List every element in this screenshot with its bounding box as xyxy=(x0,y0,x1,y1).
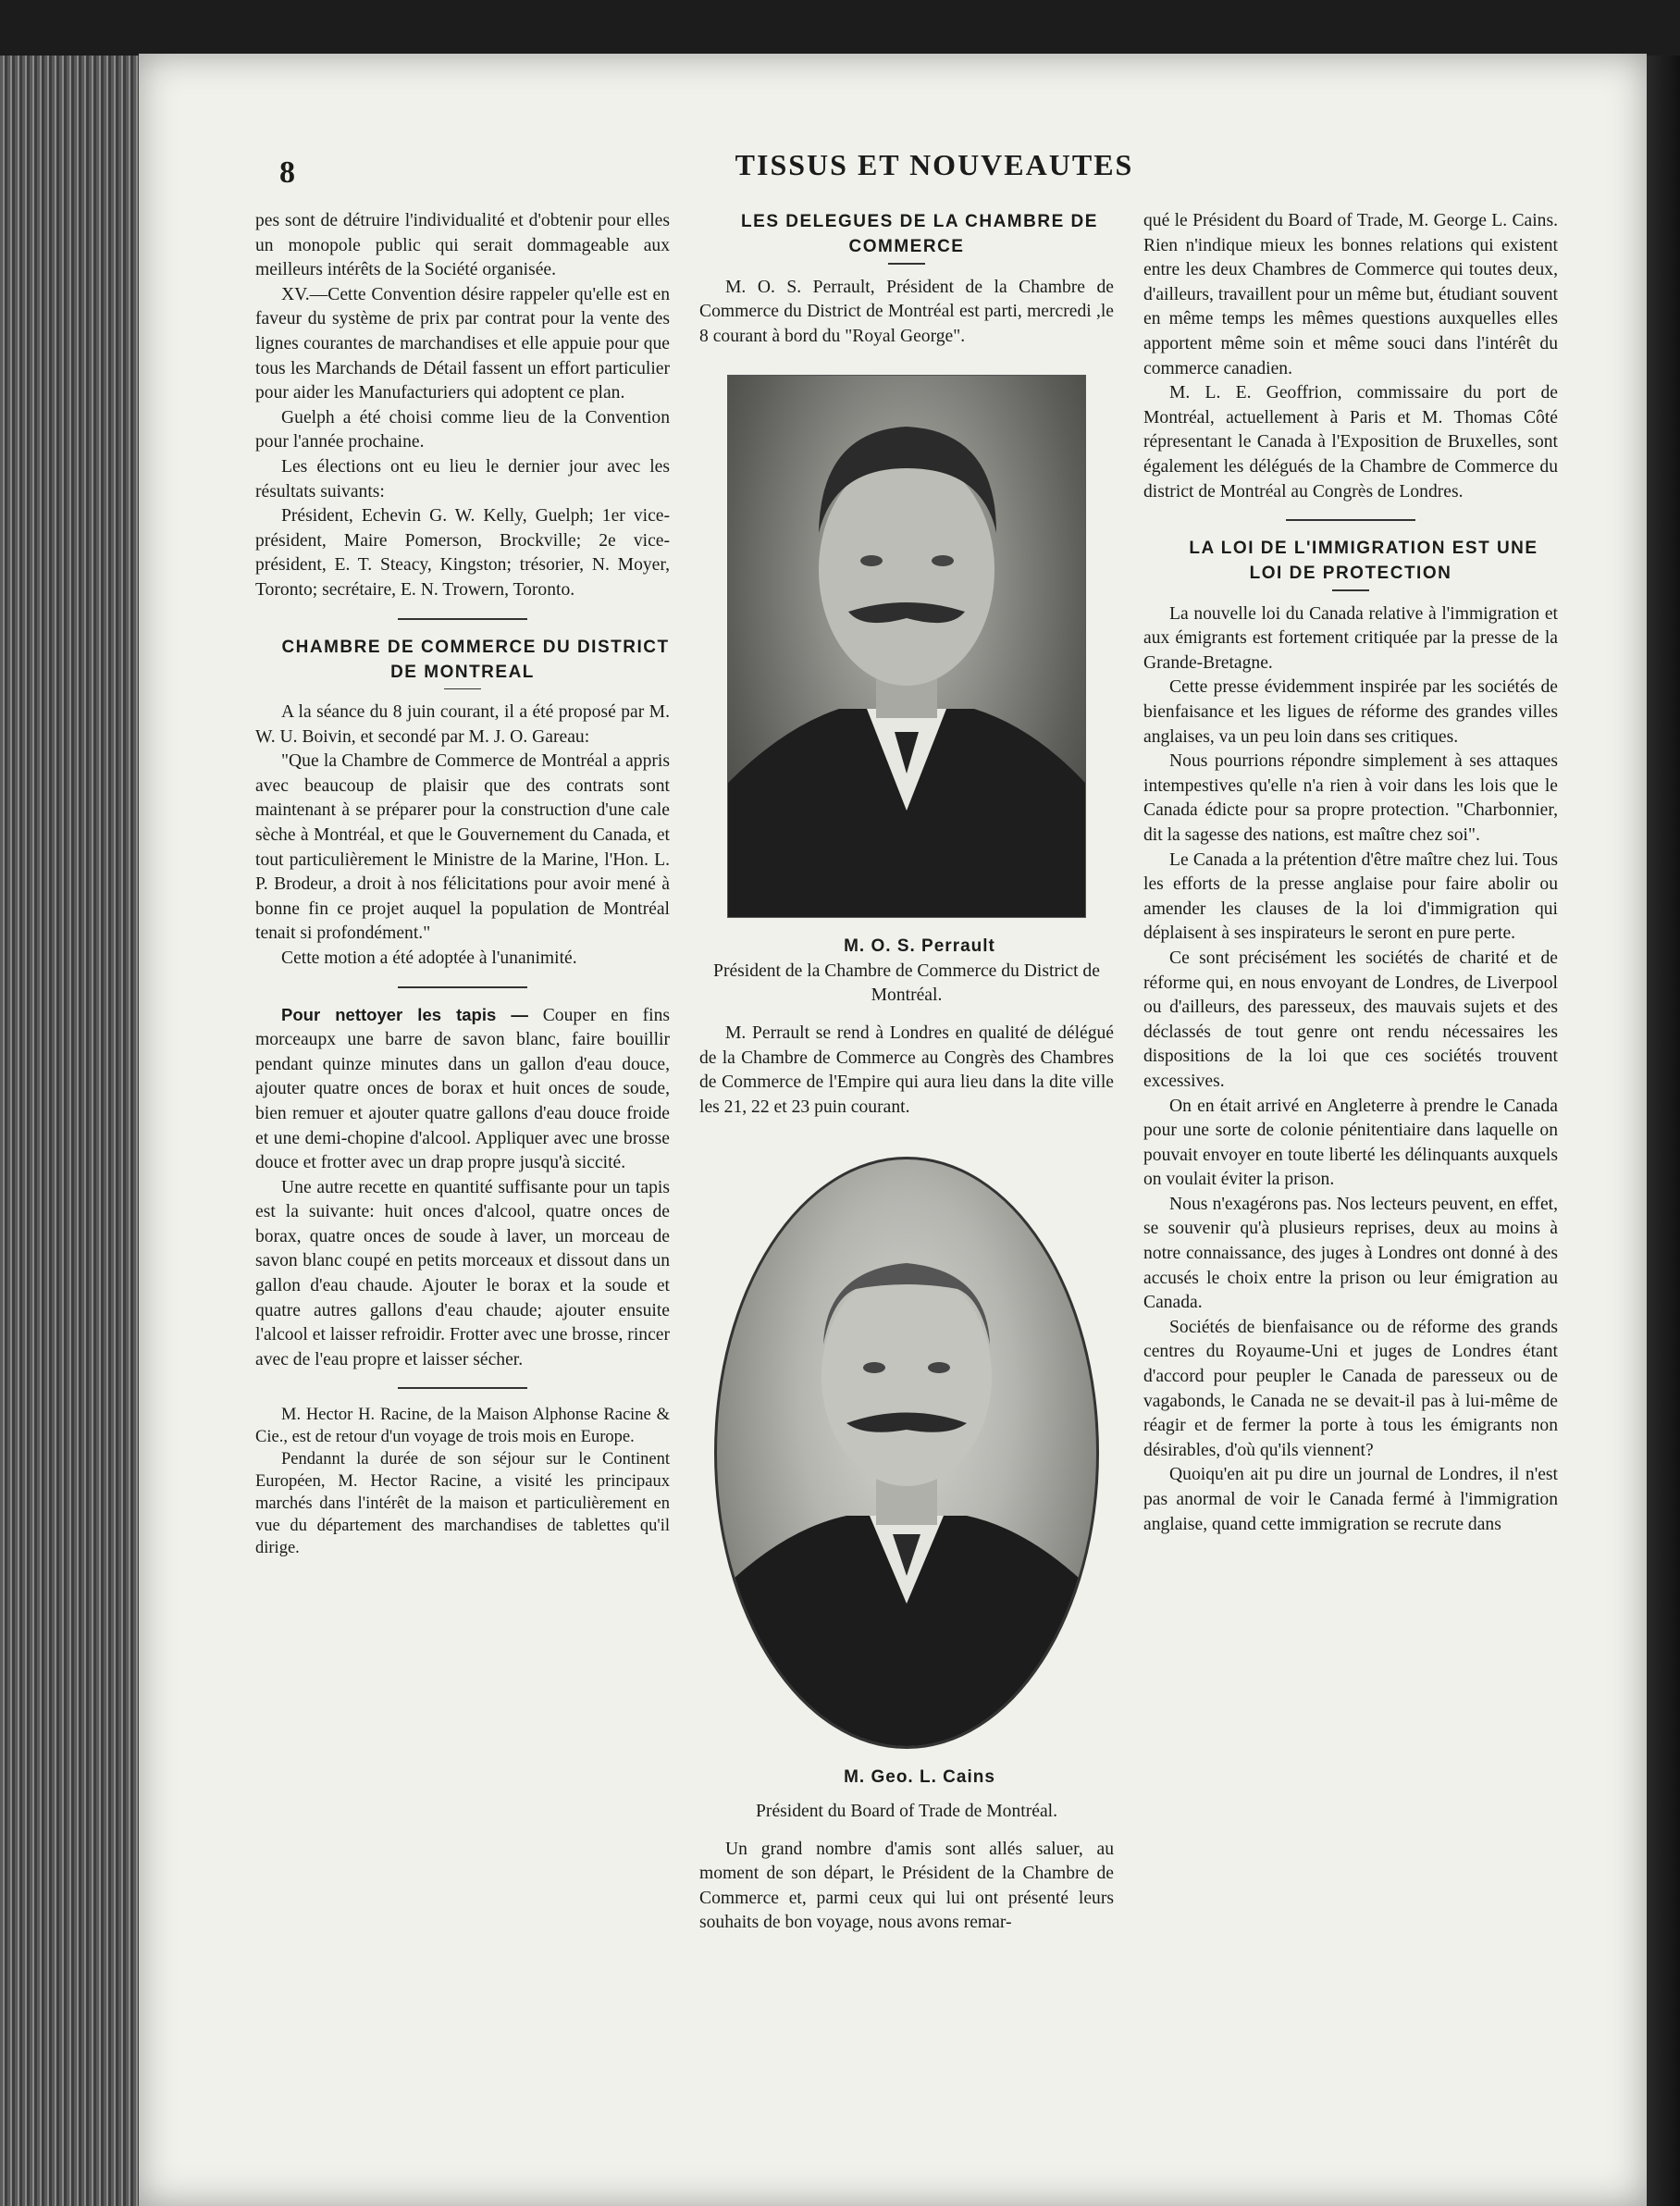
paragraph: Ce sont précisément les sociétés de charité et de réforme qui, en nous envoyant de Londres, de Liverpool ou d'ailleurs, des paresseux, des mauvais sujets et des déclassés de tout genre ont rendu nécessaires les dispositions de la loi que ces sociétés trouvent excessives. xyxy=(1143,948,1558,1091)
column-2 xyxy=(699,209,1114,1936)
divider xyxy=(398,1387,527,1389)
paragraph: A la séance du 8 juin courant, il a été proposé par M. W. U. Boivin, et secondé par M. J. O. Gareau: xyxy=(255,702,670,747)
photo-caption-name: M. O. S. Perrault xyxy=(844,936,995,957)
paragraph-text: Couper en fins morceaupx une barre de savon blanc, faire bouillir pendant quinze minutes dans un gallon d'eau douce, ajouter quatre onces de borax et huit onces de soude, bien remuer et ajouter quatre gallons d'eau douce froide et une demi-chopine d'alcool. Appliquer avec une brosse douce et frotter avec un drap propre jusqu'à siccité. xyxy=(255,1005,670,1173)
page-edge-right xyxy=(1647,56,1680,2206)
book-edge xyxy=(0,56,139,2206)
paragraph: La nouvelle loi du Canada relative à l'immigration et aux émigrants est fortement critiquée par la presse de la Grande-Bretagne. xyxy=(1143,603,1558,673)
divider xyxy=(444,688,481,690)
photo-caption-text: Président de la Chambre de Commerce du District de Montréal. xyxy=(713,960,1100,1006)
paragraph: M. L. E. Geoffrion, commissaire du port de Montréal, actuellement à Paris et M. Thomas Côté répresentant le Canada à l'Exposition de Bruxelles, sont également les délégués de la Chambre de Commerce du district de Montréal au Congrès de Londres. xyxy=(1143,383,1558,502)
portrait-photo-cains xyxy=(714,1157,1099,1749)
paragraph: Sociétés de bienfaisance ou de réforme des grands centres du Royaume-Uni et juges de Londres étant d'accord pour peupler le Canada de paresseux ou de vagabonds, le Canada ne se devait-il pas à lui-même de réagir et de fermer la porte à tous les émigrants non désirables, d'où qu'ils viennent? xyxy=(1143,1317,1558,1460)
paragraph: Guelph a été choisi comme lieu de la Convention pour l'année prochaine. xyxy=(255,407,670,452)
page-title: TISSUS ET NOUVEAUTES xyxy=(735,148,1134,181)
paragraph: Pendannt la durée de son séjour sur le Continent Européen, M. Hector Racine, a visité les principaux marchés dans l'intérêt de la maison et particulièrement en vue du département des marchandises de tablettes qu'il dirige. xyxy=(255,1450,670,1558)
paragraph: pes sont de détruire l'individualité et d'obtenir pour elles un monopole public qui serait dommageable aux meilleurs intérêts de la Société organisée. xyxy=(255,211,670,280)
paragraph: qué le Président du Board of Trade, M. George L. Cains. Rien n'indique mieux les bonnes relations qui existent entre les deux Chambres de Commerce qui toutes deux, d'ailleurs, travaillent pour un même but, étudiant souvent en même temps les mêmes questions auxquelles elles apportent même soin et même souci dans l'intérêt du commerce canadien. xyxy=(1143,211,1558,378)
paragraph xyxy=(255,1003,670,1176)
paragraph: "Que la Chambre de Commerce de Montréal a appris avec beaucoup de plaisir que des contrats sont maintenant à se préparer pour la construction d'une cale sèche à Montréal, et que le Gouvernement du Canada, et tout particulièrement le Ministre de la Marine, l'Hon. L. P. Brodeur, a droit à nos félicitations pour avoir mené à bonne fin ce projet auquel la population de Montréal tenait si profondément." xyxy=(255,751,670,944)
portrait-illustration xyxy=(728,376,1085,917)
paragraph: Les élections ont eu lieu le dernier jour avec les résultats suivants: xyxy=(255,456,670,502)
paragraph: Président, Echevin G. W. Kelly, Guelph; 1er vice-président, Maire Pomerson, Brockville; 2e vice-président, E. T. Steacy, Kingston; trésorier, N. Moyer, Toronto; secrétaire, E. N. Trowern, Toronto. xyxy=(255,506,670,600)
paragraph: Nous pourrions répondre simplement à ses attaques intempestives qu'elle n'a rien à voir dans les lois que le Canada édicte pour sa propre protection. "Charbonnier, dit la sagesse des nations, est maître chez soi". xyxy=(1143,751,1558,845)
photo-caption-name: M. Geo. L. Cains xyxy=(844,1767,995,1788)
paragraph: Cette motion a été adoptée à l'unanimité. xyxy=(281,948,577,968)
portrait-illustration xyxy=(717,1159,1096,1746)
column-1 xyxy=(255,209,670,1559)
run-in-heading: Pour nettoyer les tapis — xyxy=(281,1004,528,1024)
paragraph: M. O. S. Perrault, Président de la Chambre de Commerce du District de Montréal est parti, mercredi ,le 8 courant à bord du "Royal George". xyxy=(699,277,1114,346)
paragraph: Un grand nombre d'amis sont allés saluer, au moment de son départ, le Président de la Chambre de Commerce et, parmi ceux qui lui ont présenté leurs souhaits de bon voyage, nous avons remar- xyxy=(699,1839,1114,1933)
divider xyxy=(398,986,527,988)
paragraph: On en était arrivé en Angleterre à prendre le Canada pour une sorte de colonie pénitentiaire dans laquelle on pouvait envoyer en toute liberté les délinquants auxquels on voulait éviter la prison. xyxy=(1143,1096,1558,1190)
section-heading: CHAMBRE DE COMMERCE DU DISTRICT DE MONTREAL xyxy=(281,637,670,682)
section-heading: LES DELEGUES DE LA CHAMBRE DE COMMERCE xyxy=(741,212,1098,256)
divider xyxy=(1332,589,1369,591)
paragraph: Une autre recette en quantité suffisante pour un tapis est la suivante: huit onces d'alcool, quatre onces de borax, quatre onces de soude à laver, un morceau de savon blanc coupé en petits morceaux et dissout dans un gallon d'eau chaude. Ajouter le borax et la soude et quatre autres gallons d'eau chaude; ajouter ensuite l'alcool et laisser refroidir. Frotter avec une brosse, rincer avec de l'eau propre et laisser sécher. xyxy=(255,1177,670,1369)
divider xyxy=(398,618,527,620)
paragraph: Quoiqu'en ait pu dire un journal de Londres, il n'est pas anormal de voir le Canada fermé à l'immigration anglaise, quand cette immigration se recrute dans xyxy=(1143,1465,1558,1534)
photo-caption-text: Président du Board of Trade de Montréal. xyxy=(756,1802,1057,1822)
portrait-photo-perrault xyxy=(727,375,1086,918)
paragraph: M. Perrault se rend à Londres en qualité de délégué de la Chambre de Commerce au Congrès des Chambres de Commerce de l'Empire qui aura lieu dans la dite ville les 21, 22 et 23 puin courant. xyxy=(699,1023,1114,1117)
paragraph: Nous n'exagérons pas. Nos lecteurs peuvent, en effet, se souvenir qu'à plusieurs reprises, deux au moins à notre connaissance, des juges à Londres ont donné à des accusés le choix entre la prison ou leur émigration au Canada. xyxy=(1143,1194,1558,1313)
divider xyxy=(888,263,925,265)
paragraph: XV.—Cette Convention désire rappeler qu'elle est en faveur du système de prix par contrat pour la vente des lignes courantes de marchandises et elle appuie pour que tous les Marchands de Détail fassent un effort particulier pour aider les Manufacturiers qui adoptent ce plan. xyxy=(255,284,670,403)
paragraph: Le Canada a la prétention d'être maître chez lui. Tous les efforts de la presse anglaise pour faire abolir ou amender les clauses de la loi d'immigration qui déplaisent à ses inspirateurs le seront en pure perte. xyxy=(1143,849,1558,944)
page-number: 8 xyxy=(279,155,295,190)
section-heading: LA LOI DE L'IMMIGRATION EST UNE LOI DE PROTECTION xyxy=(1189,539,1538,584)
column-3 xyxy=(1143,209,1558,1537)
paragraph: M. Hector H. Racine, de la Maison Alphonse Racine & Cie., est de retour d'un voyage de trois mois en Europe. xyxy=(255,1406,670,1447)
divider xyxy=(1286,519,1415,521)
paragraph: Cette presse évidemment inspirée par les sociétés de bienfaisance et les ligues de réforme des grandes villes anglaises, va un peu loin dans ses critiques. xyxy=(1143,677,1558,747)
